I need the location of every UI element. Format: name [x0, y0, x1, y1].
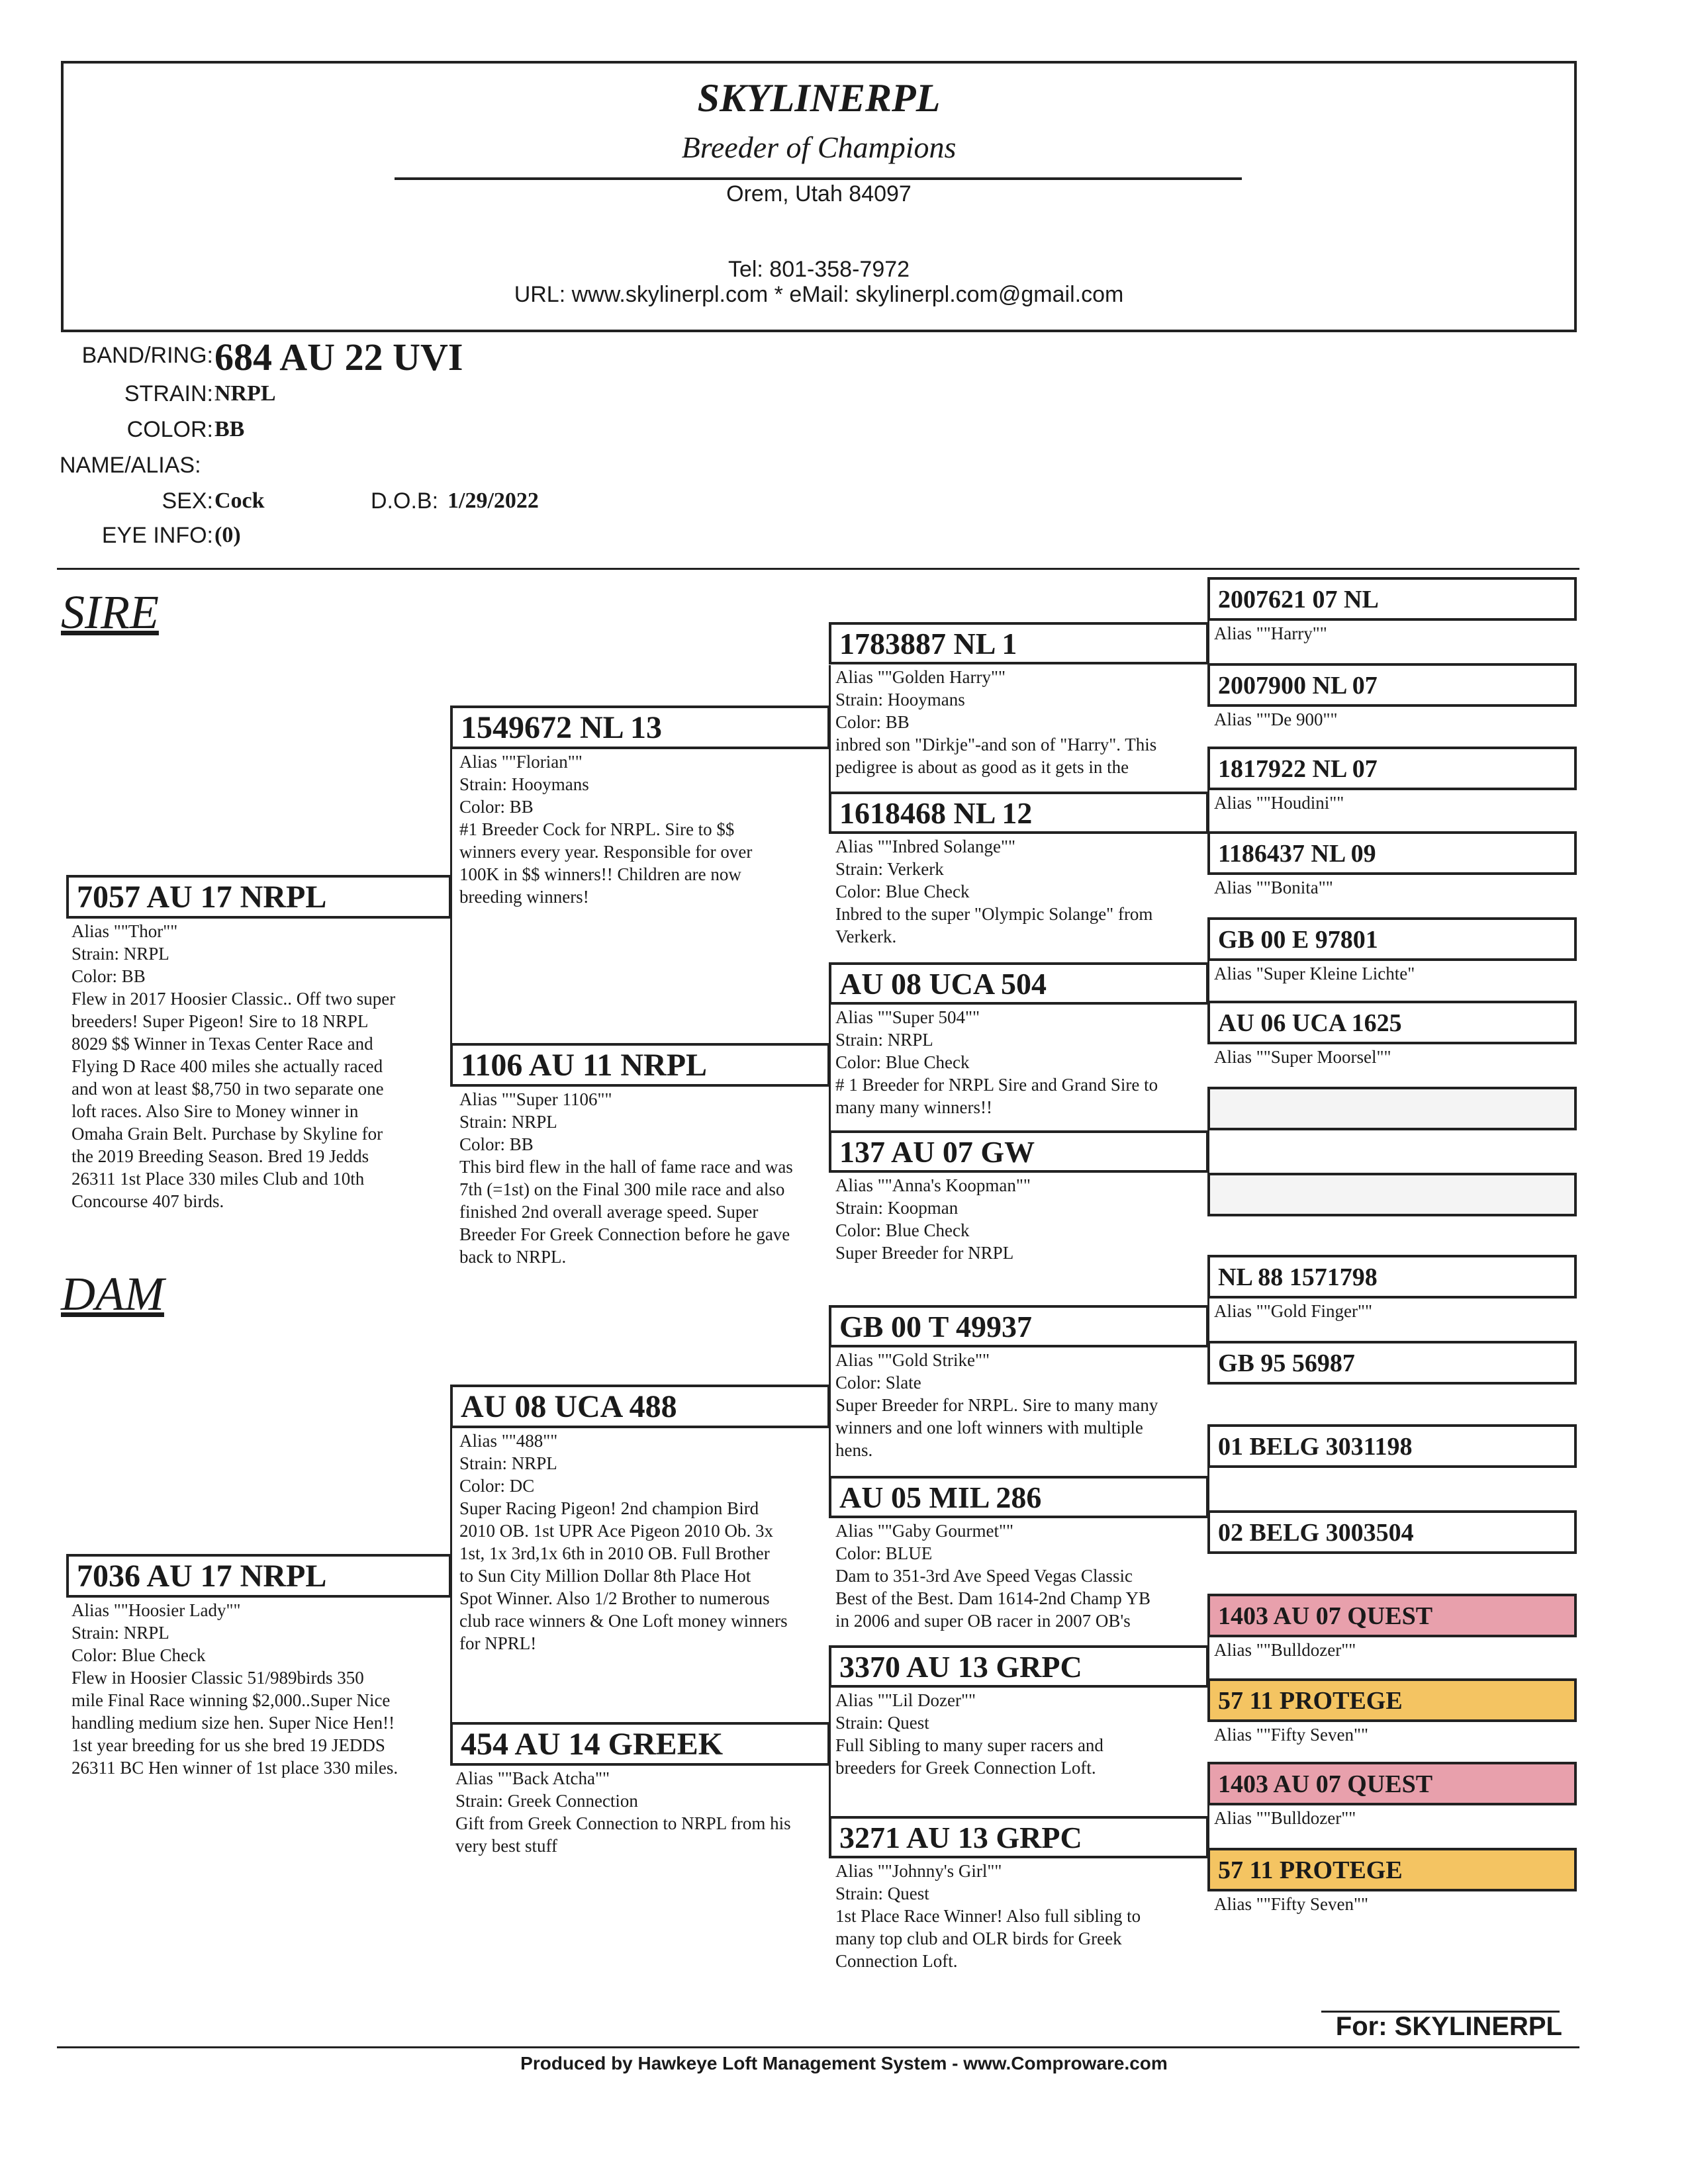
gg-band-5: GB 00 E 97801 [1207, 917, 1577, 961]
band-label: BAND/RING: [81, 343, 213, 368]
strain-label: STRAIN: [124, 381, 213, 406]
sex-label: SEX: [162, 488, 213, 514]
grand-band-1: 1549672 NL 13 [450, 705, 830, 749]
header-rule [395, 177, 1242, 180]
eye-label: EYE INFO: [101, 523, 213, 548]
top-divider [57, 568, 1579, 570]
loft-url: URL: www.skylinerpl.com * eMail: skylinerpl.com@gmail.com [514, 282, 1124, 307]
grand-band-2: 1106 AU 11 NRPL [450, 1043, 830, 1087]
band-value: 684 AU 22 UVI [214, 336, 463, 379]
grand-band-3: AU 08 UCA 488 [450, 1385, 830, 1428]
gg-band-4: 1186437 NL 09 [1207, 831, 1577, 875]
color-value: BB [214, 417, 245, 441]
dam-info: Alias ""Hoosier Lady"" Strain: NRPL Color: Blue Check Flew in Hoosier Classic 51/989birds 350 mile Final Race winning $2,000..Super Nice handling medium size hen. Super Nice Hen!! 1st year breeding for us she bred 19 JEDDS 26311 BC Hen winner of 1st place 330 miles. [71, 1600, 399, 1778]
loft-city: Orem, Utah 84097 [726, 181, 912, 206]
gg-band-9: NL 88 1571798 [1207, 1255, 1577, 1298]
great-band-4: 137 AU 07 GW [829, 1130, 1209, 1173]
great-info-7: Alias ""Lil Dozer"" Strain: Quest Full Sibling to many super racers and breeders for Greek Connection Loft. [835, 1690, 1103, 1778]
loft-phone: Tel: 801-358-7972 [727, 257, 910, 282]
sire-heading: SIRE [61, 586, 159, 639]
eye-value: (0) [214, 523, 241, 547]
great-band-5: GB 00 T 49937 [829, 1305, 1209, 1347]
great-info-3: Alias ""Super 504"" Strain: NRPL Color: Blue Check # 1 Breeder for NRPL Sire and Grand Sire to many many winners!! [835, 1007, 1158, 1117]
gg-alias-2: Alias ""De 900"" [1214, 709, 1338, 729]
gg-alias-9: Alias ""Gold Finger"" [1214, 1301, 1373, 1321]
footer-credit: Produced by Hawkeye Loft Management System - www.Comproware.com [520, 2053, 1168, 2073]
sire-band: 7057 AU 17 NRPL [66, 875, 451, 919]
great-band-8: 3271 AU 13 GRPC [829, 1816, 1209, 1858]
great-band-7: 3370 AU 13 GRPC [829, 1645, 1209, 1688]
loft-title: SKYLINERPL [697, 76, 941, 120]
gg-alias-14: Alias ""Fifty Seven"" [1214, 1725, 1369, 1745]
strain-value: NRPL [214, 381, 276, 406]
great-info-8: Alias ""Johnny's Girl"" Strain: Quest 1st Place Race Winner! Also full sibling to many top club and OLR birds for Greek Connection Loft. [835, 1861, 1141, 1971]
great-band-3: AU 08 UCA 504 [829, 962, 1209, 1005]
sire-info: Alias ""Thor"" Strain: NRPL Color: BB Flew in 2017 Hoosier Classic.. Off two super breeders! Super Pigeon! Sire to 18 NRPL 8029 $$ Winner in Texas Center Race and Flying D Race 400 miles she actually raced and won at least $8,750 in two separate one loft races. Also Sire to Money winner in Omaha Grain Belt. Purchase by Skyline for the 2019 Breeding Season. Bred 19 Jedds 26311 1st Place 330 miles Club and 10th Concourse 407 birds. [71, 921, 396, 1211]
dam-heading: DAM [61, 1267, 164, 1320]
gg-band-1: 2007621 07 NL [1207, 577, 1577, 621]
gg-band-10: GB 95 56987 [1207, 1341, 1577, 1385]
gg-band-2: 2007900 NL 07 [1207, 663, 1577, 707]
dob-value: 1/29/2022 [447, 488, 539, 513]
great-info-2: Alias ""Inbred Solange"" Strain: Verkerk Color: Blue Check Inbred to the super "Olympic Solange" from Verkerk. [835, 837, 1153, 946]
great-band-2: 1618468 NL 12 [829, 792, 1209, 834]
loft-subtitle: Breeder of Champions [681, 130, 957, 164]
grand-band-4: 454 AU 14 GREEK [450, 1722, 830, 1766]
gg-band-7 [1207, 1087, 1577, 1130]
gg-alias-4: Alias ""Bonita"" [1214, 878, 1333, 897]
gg-alias-1: Alias ""Harry"" [1214, 623, 1327, 643]
dob-label: D.O.B: [371, 488, 439, 514]
great-info-4: Alias ""Anna's Koopman"" Strain: Koopman Color: Blue Check Super Breeder for NRPL [835, 1175, 1031, 1263]
grand-info-2: Alias ""Super 1106"" Strain: NRPL Color: BB This bird flew in the hall of fame race and was 7th (=1st) on the Final 300 mile race and also finished 2nd overall average speed. Super Breeder For Greek Connection before he gave back to NRPL. [459, 1089, 793, 1267]
great-band-1: 1783887 NL 1 [829, 622, 1209, 664]
header-box [61, 61, 1577, 332]
gg-band-11: 01 BELG 3031198 [1207, 1424, 1577, 1468]
name-label: NAME/ALIAS: [60, 453, 201, 478]
gg-alias-3: Alias ""Houdini"" [1214, 793, 1344, 813]
color-label: COLOR: [126, 417, 213, 442]
gg-band-12: 02 BELG 3003504 [1207, 1510, 1577, 1554]
gg-band-15: 1403 AU 07 QUEST [1207, 1762, 1577, 1805]
great-info-6: Alias ""Gaby Gourmet"" Color: BLUE Dam to 351-3rd Ave Speed Vegas Classic Best of the Best. Dam 1614-2nd Champ YB in 2006 and super OB racer in 2007 OB's [835, 1521, 1150, 1631]
great-info-5: Alias ""Gold Strike"" Color: Slate Super Breeder for NRPL. Sire to many many winners and one loft winners with multiple hens. [835, 1350, 1158, 1460]
gg-band-6: AU 06 UCA 1625 [1207, 1001, 1577, 1044]
gg-band-14: 57 11 PROTEGE [1207, 1678, 1577, 1722]
dam-band: 7036 AU 17 NRPL [66, 1554, 451, 1598]
gg-band-13: 1403 AU 07 QUEST [1207, 1594, 1577, 1637]
gg-band-16: 57 11 PROTEGE [1207, 1848, 1577, 1891]
sex-value: Cock [214, 488, 265, 513]
for-line: For: SKYLINERPL [1335, 2012, 1562, 2041]
great-info-1: Alias ""Golden Harry"" Strain: Hooymans Color: BB inbred son "Dirkje"-and son of "Harry". This pedigree is about as good as it gets in the [835, 667, 1157, 777]
gg-alias-15: Alias ""Bulldozer"" [1214, 1808, 1356, 1828]
grand-info-3: Alias ""488"" Strain: NRPL Color: DC Super Racing Pigeon! 2nd champion Bird 2010 OB. 1st UPR Ace Pigeon 2010 Ob. 3x 1st, 1x 3rd,1x 6th in 2010 OB. Full Brother to Sun City Million Dollar 8th Place Hot Spot Winner. Also 1/2 Brother to numerous club race winners & One Loft money winners for NPRL! [459, 1431, 788, 1653]
grand-info-1: Alias ""Florian"" Strain: Hooymans Color: BB #1 Breeder Cock for NRPL. Sire to $$ winners every year. Responsible for over 100K in $$ winners!! Children are now breeding winners! [459, 752, 753, 907]
great-band-6: AU 05 MIL 286 [829, 1476, 1209, 1518]
bottom-divider [57, 2046, 1579, 2048]
gg-alias-6: Alias ""Super Moorsel"" [1214, 1047, 1391, 1067]
gg-alias-5: Alias "Super Kleine Lichte" [1214, 964, 1415, 983]
gg-alias-16: Alias ""Fifty Seven"" [1214, 1894, 1369, 1914]
grand-info-4: Alias ""Back Atcha"" Strain: Greek Connection Gift from Greek Connection to NRPL from his very best stuff [455, 1768, 791, 1856]
gg-band-8 [1207, 1173, 1577, 1216]
gg-alias-13: Alias ""Bulldozer"" [1214, 1640, 1356, 1660]
gg-band-3: 1817922 NL 07 [1207, 747, 1577, 790]
